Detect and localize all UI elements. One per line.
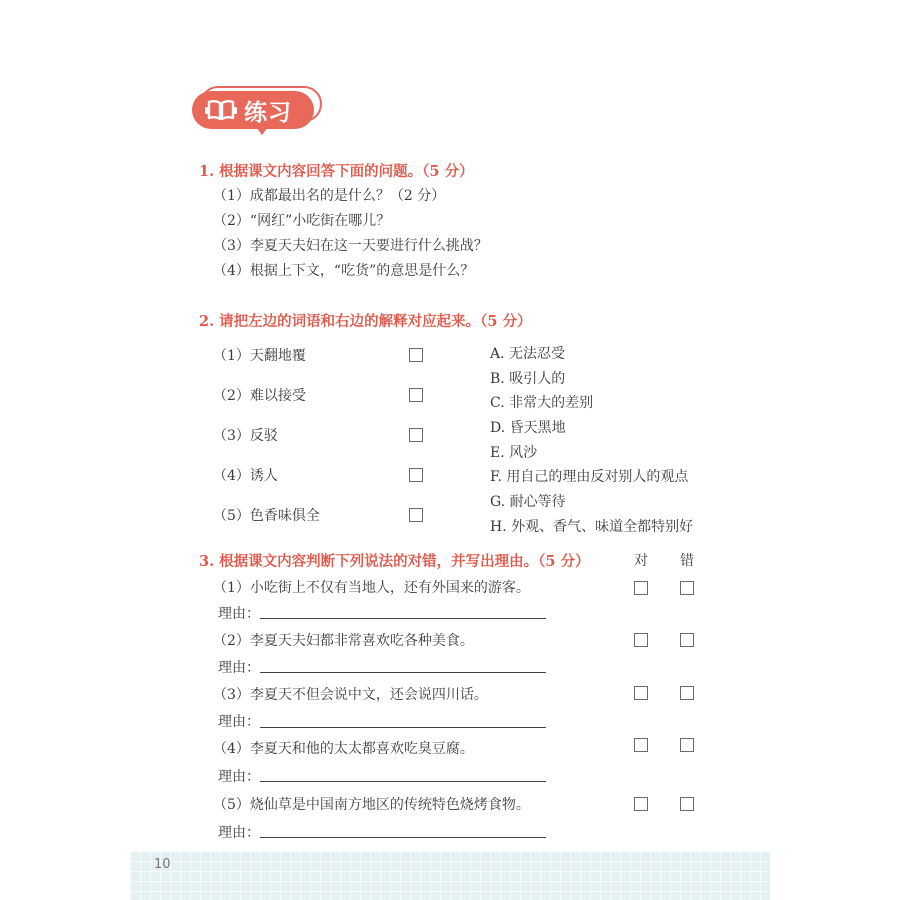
match-answer-box-5[interactable] xyxy=(409,508,423,522)
reason-input-line-2[interactable] xyxy=(260,672,546,673)
reason-input-line-1[interactable] xyxy=(260,618,546,619)
false-checkbox-5[interactable] xyxy=(680,797,694,811)
match-answer-box-1[interactable] xyxy=(409,348,423,362)
reason-label: 理由： xyxy=(218,825,260,841)
false-checkbox-1[interactable] xyxy=(680,581,694,595)
false-checkbox-3[interactable] xyxy=(680,686,694,700)
match-option-c: C. 非常大的差别 xyxy=(490,395,594,411)
column-true-label: 对 xyxy=(634,553,648,569)
true-checkbox-2[interactable] xyxy=(634,633,648,647)
true-checkbox-1[interactable] xyxy=(634,581,648,595)
match-answer-box-2[interactable] xyxy=(409,388,423,402)
section1-heading: 1. 根据课文内容回答下面的问题。（5 分） xyxy=(199,163,474,180)
page-footer-grid xyxy=(130,851,770,900)
q1-item: （2）“网红”小吃街在哪儿？ xyxy=(213,213,391,229)
judgment-statement: （3）李夏天不但会说中文，还会说四川话。 xyxy=(213,687,488,703)
match-term: （4）诱人 xyxy=(213,468,278,484)
match-option-g: G. 耐心等待 xyxy=(490,494,566,510)
match-option-a: A. 无法忍受 xyxy=(490,346,566,362)
false-checkbox-4[interactable] xyxy=(680,738,694,752)
judgment-statement: （5）烧仙草是中国南方地区的传统特色烧烤食物。 xyxy=(213,797,530,813)
match-answer-box-4[interactable] xyxy=(409,468,423,482)
reason-label: 理由： xyxy=(218,714,260,730)
reason-input-line-3[interactable] xyxy=(260,727,546,728)
practice-badge xyxy=(192,86,322,134)
true-checkbox-4[interactable] xyxy=(634,738,648,752)
badge-tail xyxy=(256,127,268,135)
match-term: （2）难以接受 xyxy=(213,388,306,404)
match-option-d: D. 昏天黑地 xyxy=(490,420,566,436)
match-option-h: H. 外观、香气、味道全都特别好 xyxy=(490,519,694,535)
judgment-statement: （1）小吃街上不仅有当地人，还有外国来的游客。 xyxy=(213,580,530,596)
match-term: （5）色香味俱全 xyxy=(213,508,320,524)
page-number: 10 xyxy=(154,857,171,872)
match-answer-box-3[interactable] xyxy=(409,428,423,442)
section3-heading: 3. 根据课文内容判断下列说法的对错，并写出理由。（5 分） xyxy=(199,553,590,570)
false-checkbox-2[interactable] xyxy=(680,633,694,647)
match-option-e: E. 风沙 xyxy=(490,445,538,461)
open-book-icon xyxy=(204,98,238,122)
reason-label: 理由： xyxy=(218,606,260,622)
q1-item: （1）成都最出名的是什么？（2 分） xyxy=(213,188,446,204)
reason-input-line-5[interactable] xyxy=(260,837,546,838)
match-term: （3）反驳 xyxy=(213,428,278,444)
true-checkbox-3[interactable] xyxy=(634,686,648,700)
q1-item: （4）根据上下文，“吃货”的意思是什么？ xyxy=(213,263,475,279)
badge-fill xyxy=(192,91,314,129)
q1-item: （3）李夏天夫妇在这一天要进行什么挑战？ xyxy=(213,238,488,254)
match-option-f: F. 用自己的理由反对别人的观点 xyxy=(490,469,689,485)
column-false-label: 错 xyxy=(680,553,694,569)
match-term: （1）天翻地覆 xyxy=(213,348,306,364)
judgment-statement: （4）李夏天和他的太太都喜欢吃臭豆腐。 xyxy=(213,741,474,757)
true-checkbox-5[interactable] xyxy=(634,797,648,811)
reason-label: 理由： xyxy=(218,769,260,785)
badge-title: 练习 xyxy=(244,99,292,126)
match-option-b: B. 吸引人的 xyxy=(490,371,566,387)
section2-heading: 2. 请把左边的词语和右边的解释对应起来。（5 分） xyxy=(199,313,532,330)
judgment-statement: （2）李夏天夫妇都非常喜欢吃各种美食。 xyxy=(213,633,474,649)
reason-label: 理由： xyxy=(218,660,260,676)
reason-input-line-4[interactable] xyxy=(260,781,546,782)
